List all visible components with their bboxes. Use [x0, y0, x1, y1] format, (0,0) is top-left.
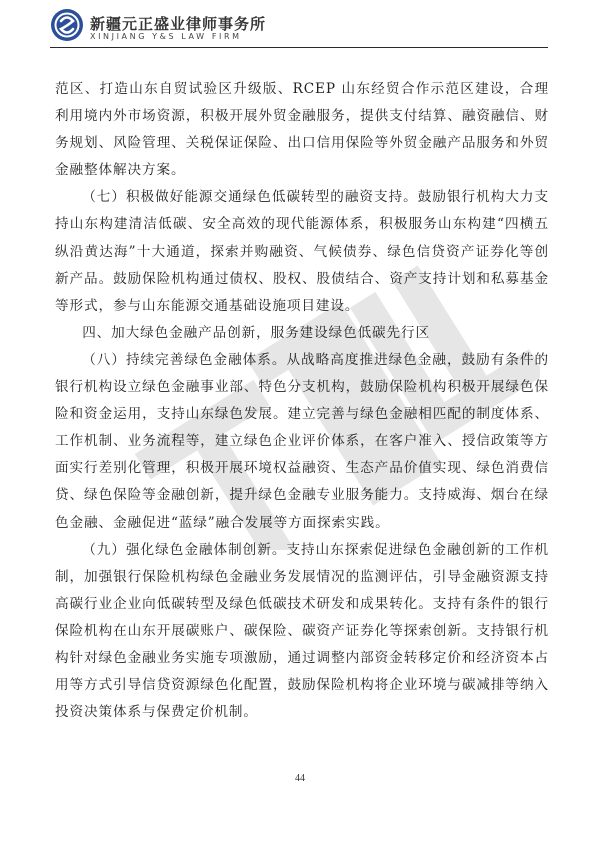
paragraph-nine: （九）强化绿色金融体制创新。支持山东探索促进绿色金融创新的工作机制，加强银行保险机构绿色金融业务发展情况的监测评估，引导金融资源支持高碳行业企业向低碳转型及绿色低碳技术研发和成果转化。支持有条件的银行保险机构在山东开展碳账户、碳保险、碳资产证券化等探索创新。支持银行机构针对绿色金融业务实施专项激励，通过调整内部资金转移定价和经济资本占用等方式引导信贷资源绿色化配置，鼓励保险机构将企业环境与碳减排等纳入投资决策体系与保费定价机制。 [55, 541, 549, 721]
paragraph-seven: （七）积极做好能源交通绿色低碳转型的融资支持。鼓励银行机构大力支持山东构建清洁低碳、安全高效的现代能源体系，积极服务山东构建“四横五纵沿黄达海”十大通道，探索并购融资、气候债券、绿色信贷资产证券化等创新产品。鼓励保险机构通过债权、股权、股债结合、资产支持计划和私募基金等形式，参与山东能源交通基础设施项目建设。 [55, 189, 549, 314]
page-number: 44 [295, 773, 305, 784]
paragraph-eight: （八）持续完善绿色金融体系。从战略高度推进绿色金融，鼓励有条件的银行机构设立绿色金融事业部、特色分支机构，鼓励保险机构积极开展绿色保险和资金运用，支持山东绿色发展。建立完善与绿色金融相匹配的制度体系、工作机制、业务流程等，建立绿色企业评价体系，在客户准入、授信政策等方面实行差别化管理，积极开展环境权益融资、生态产品价值实现、绿色消费信贷、绿色保险等金融创新，提升绿色金融专业服务能力。支持威海、烟台在绿色金融、金融促进“蓝绿”融合发展等方面探索实践。 [55, 351, 549, 531]
firm-name-en: XINJIANG Y&S LAW FIRM [90, 32, 242, 41]
document-body [55, 76, 549, 726]
page-header [50, 8, 550, 48]
header-divider [50, 47, 548, 48]
firm-logo-icon [50, 8, 84, 42]
firm-name-cn: 新疆元正盛业律师事务所 [90, 15, 267, 33]
paragraph-continued: 范区、打造山东自贸试验区升级版、RCEP 山东经贸合作示范区建设，合理利用境内外市场资源，积极开展外贸金融服务，提供支付结算、融资融信、财务规划、风险管理、关税保证保险、出口信用保险等外贸金融产品服务和外贸金融整体解决方案。 [55, 81, 549, 179]
section-heading-four: 四、加大绿色金融产品创新，服务建设绿色低碳先行区 [82, 324, 431, 341]
